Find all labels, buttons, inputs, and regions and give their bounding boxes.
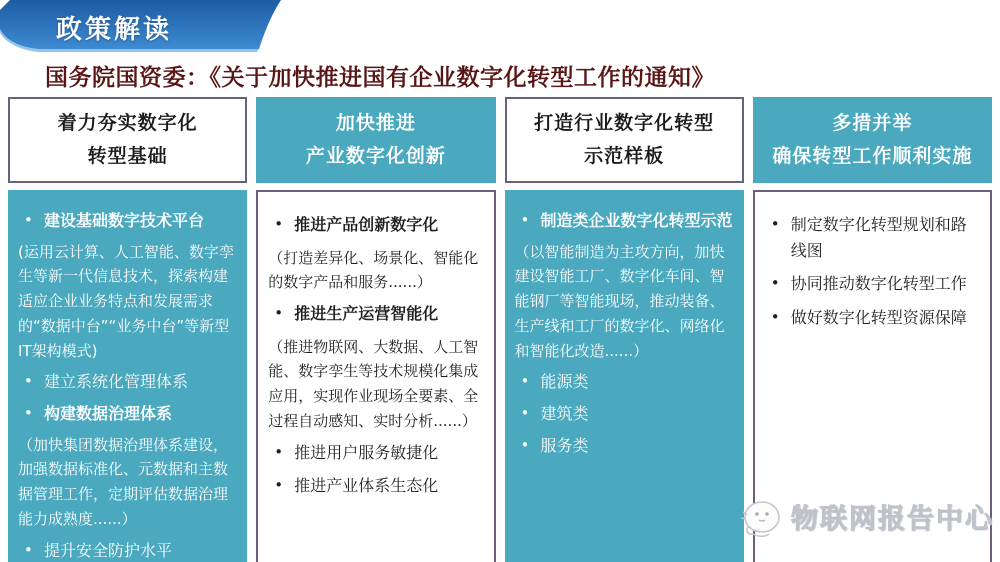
note-text: （加快集团数据治理体系建设，加强数据标准化、元数据和主数据管理工作，定期评估数据治理能力成熟度......） xyxy=(18,435,229,528)
bullet-item xyxy=(268,301,483,327)
note-text: （推进物联网、大数据、人工智能、数字孪生等技术规模化集成应用，实现作业现场全要素、全过程自动感知、实时分析......） xyxy=(268,337,479,430)
column-body xyxy=(505,190,744,562)
bullet-text: 制定数字化转型规划和路线图 xyxy=(790,215,967,260)
bullet-text: 推进用户服务敏捷化 xyxy=(294,442,439,462)
bullet-item xyxy=(765,305,980,331)
bullet-icon: • xyxy=(520,435,530,454)
bullet-icon: • xyxy=(520,403,530,422)
column-header-line: 多措并举 xyxy=(832,111,913,134)
bullet-item xyxy=(268,212,483,238)
bullet-icon: • xyxy=(770,274,780,293)
bullet-icon: • xyxy=(770,215,780,233)
bullet-text: 提升安全防护水平 xyxy=(44,540,173,560)
column-header xyxy=(8,97,247,183)
column-header-line: 打造行业数字化转型 xyxy=(534,111,715,134)
bullet-icon: • xyxy=(520,372,530,391)
bullet-text: 建筑类 xyxy=(540,403,589,423)
column-body xyxy=(256,190,495,562)
bullet-icon: • xyxy=(274,304,284,323)
watermark-text: 物联网报告中心 xyxy=(791,503,994,535)
column-header-line: 转型基础 xyxy=(87,145,168,167)
column-transformation-foundation xyxy=(8,97,247,562)
column-header-line: 产业数字化创新 xyxy=(305,145,446,167)
bullet-icon: • xyxy=(274,476,284,495)
bullet-icon: • xyxy=(770,307,780,326)
bullet-item xyxy=(18,538,237,562)
bullet-text: 做好数字化转型资源保障 xyxy=(790,307,967,327)
bullet-item xyxy=(765,271,980,297)
bullet-icon: • xyxy=(24,403,33,422)
column-demonstration-models xyxy=(505,97,744,562)
bullet-text: 服务类 xyxy=(540,435,589,455)
bullet-item xyxy=(515,401,734,427)
bullet-text: 建立系统化管理体系 xyxy=(44,372,189,392)
bullet-item xyxy=(268,473,483,499)
bullet-item xyxy=(268,440,483,466)
bullet-text: 推进产业体系生态化 xyxy=(294,476,439,496)
bullet-text: 制造类企业数字化转型示范 xyxy=(540,211,733,230)
bullet-text: 推进生产运营智能化 xyxy=(294,304,439,324)
column-industry-digital-innovation xyxy=(256,97,495,562)
bullet-icon: • xyxy=(24,211,33,229)
bullet-text: 推进产品创新数字化 xyxy=(294,215,439,234)
mascot-face-icon xyxy=(735,492,787,540)
note-text: （以智能制造为主攻方向，加快建设智能工厂、数字化车间、智能钢厂等智能现场，推动装备、生产线和工厂的数字化、网络化和智能化改造......） xyxy=(514,242,725,360)
bullet-icon: • xyxy=(274,442,284,461)
bullet-item xyxy=(18,401,237,427)
bullet-icon: • xyxy=(24,540,33,559)
column-header xyxy=(256,97,495,183)
note-text: （打造差异化、场景化、智能化的数字产品和服务......） xyxy=(268,248,479,292)
watermark xyxy=(735,492,994,540)
bullet-item xyxy=(515,433,734,459)
bullet-icon: • xyxy=(24,372,33,391)
column-header-line: 示范样板 xyxy=(584,145,665,167)
bullet-icon: • xyxy=(274,215,284,233)
bullet-item xyxy=(515,208,734,234)
bullet-text: 建设基础数字技术平台 xyxy=(44,211,205,230)
column-header xyxy=(753,97,992,183)
column-header-line: 着力夯实数字化 xyxy=(57,111,198,134)
bullet-item xyxy=(18,208,237,234)
banner-title: 政策解读 xyxy=(56,15,173,45)
bullet-item xyxy=(765,212,980,263)
column-header-line: 加快推进 xyxy=(335,111,416,134)
banner-ribbon xyxy=(0,0,290,52)
column-header xyxy=(505,97,744,183)
bullet-text: 协同推动数字化转型工作 xyxy=(790,274,967,294)
bullet-item xyxy=(515,369,734,395)
page-title: 国务院国资委：《关于加快推进国有企业数字化转型工作的通知》 xyxy=(45,65,715,91)
column-header-line: 确保转型工作顺利实施 xyxy=(772,145,973,167)
column-body xyxy=(8,190,247,562)
bullet-icon: • xyxy=(520,211,530,229)
columns-container xyxy=(8,97,992,560)
bullet-item xyxy=(18,369,237,395)
bullet-text: 能源类 xyxy=(540,372,589,392)
note-text: (运用云计算、人工智能、数字孪生等新一代信息技术，探索构建适应企业业务特点和发展需求的“数据中台”“业务中台”等新型IT架构模式) xyxy=(18,242,234,360)
bullet-text: 构建数据治理体系 xyxy=(44,403,173,423)
